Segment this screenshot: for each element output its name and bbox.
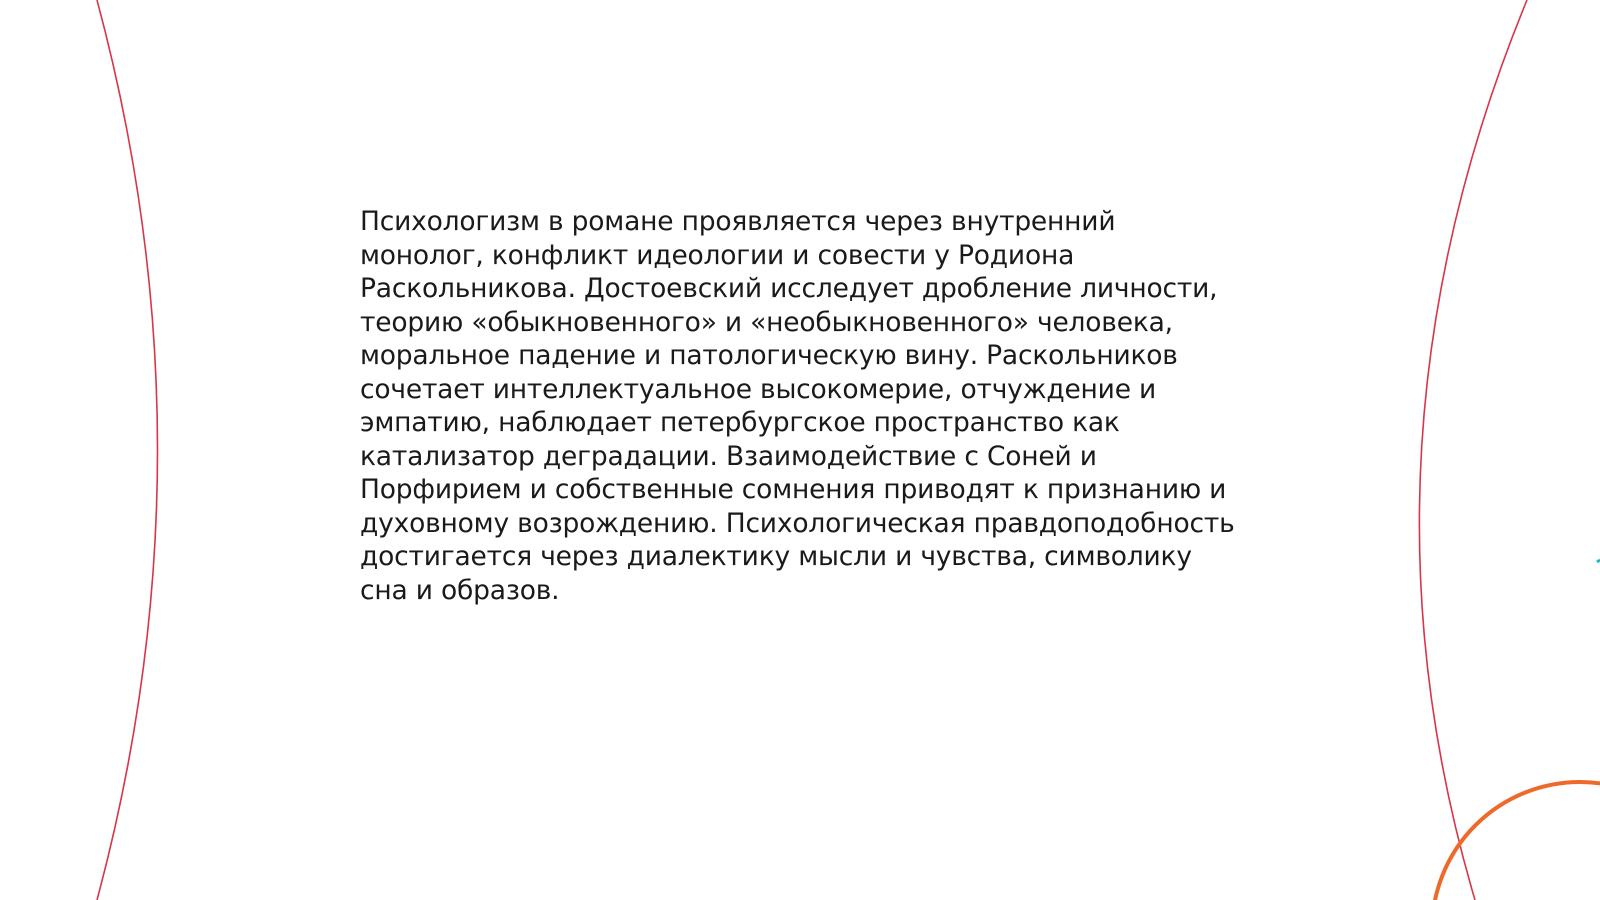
slide-body-text: Психологизм в романе проявляется через внутренний монолог, конфликт идеологии и совести у Родиона Раскольникова. Достоевский исследует дробление личности, теорию «обыкновенного» и «необыкновенного» человека, моральное падение и патологическую вину. Раскольников сочетает интеллектуальное высокомерие, отчуждение и эмпатию, наблюдает петербургское пространство как катализатор деградации. Взаимодействие с Соней и Порфирием и собственные сомнения приводят к признанию и духовному возрождению. Психологическая правдоподобность достигается через диалектику мысли и чувства, символику сна и образов. bbox=[360, 206, 1235, 606]
orange-circle-arc bbox=[1432, 782, 1600, 900]
left-red-arc bbox=[97, 0, 158, 900]
right-red-arc bbox=[1419, 0, 1527, 900]
